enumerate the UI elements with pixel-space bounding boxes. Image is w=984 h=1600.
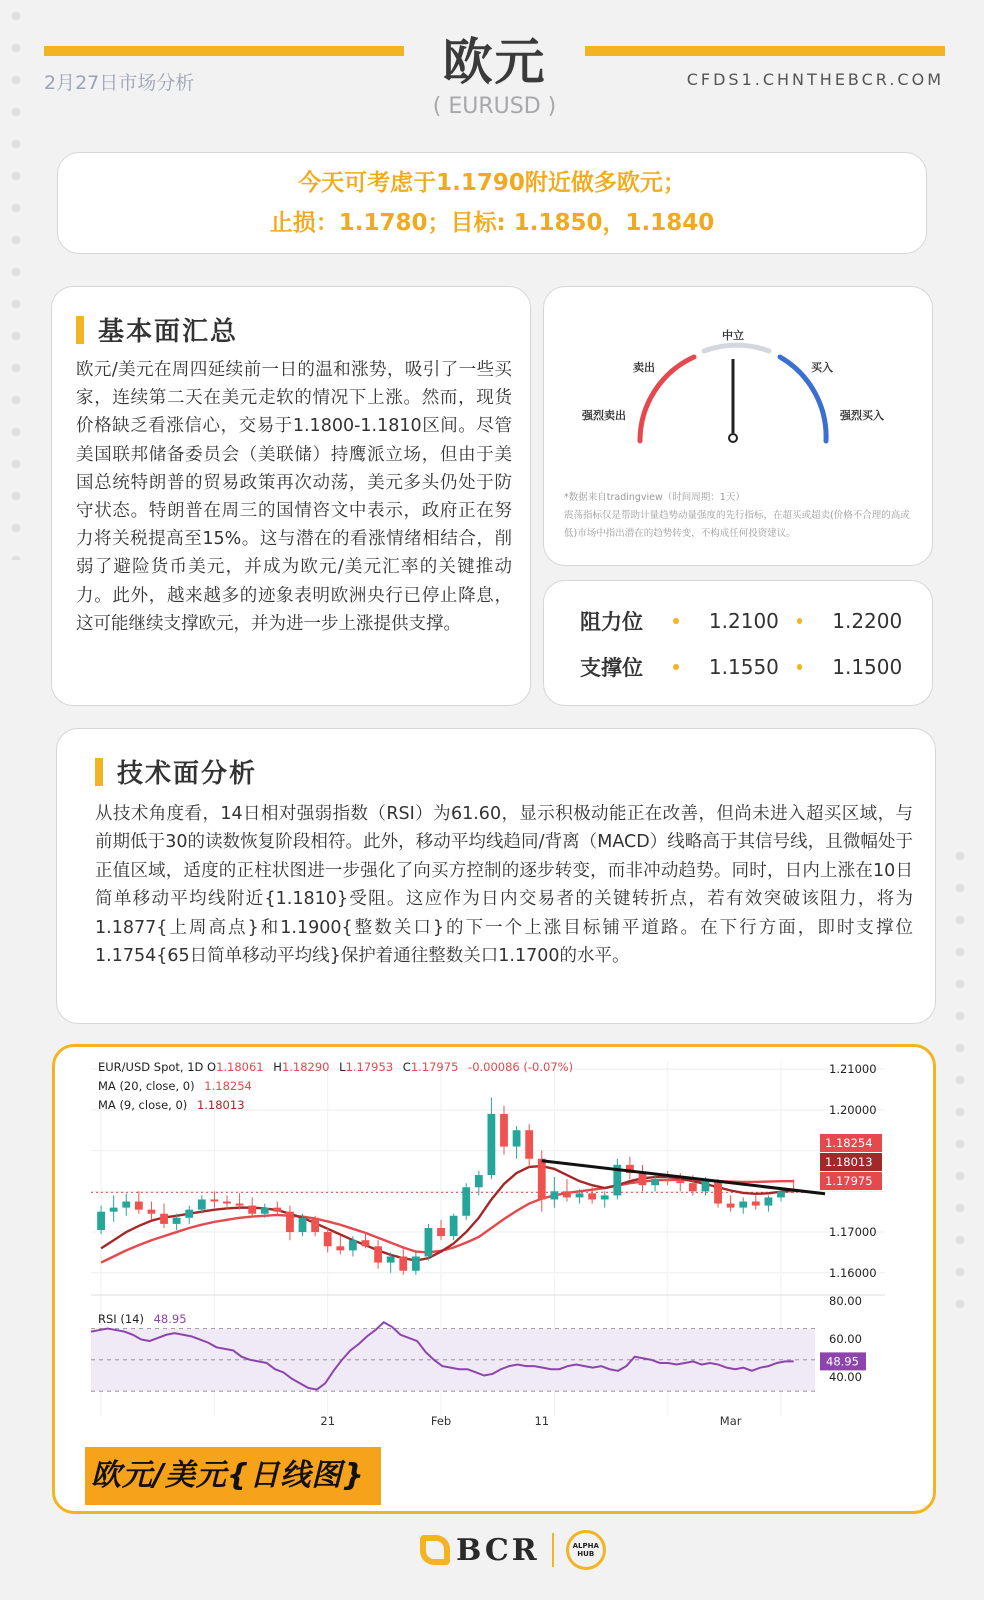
- chart-card: [52, 1044, 936, 1514]
- candle-body: [676, 1181, 684, 1183]
- candle-body: [462, 1187, 470, 1216]
- technical-heading: [95, 753, 913, 790]
- candle-body: [299, 1218, 307, 1232]
- price-chart: [55, 1047, 933, 1511]
- candle-body: [261, 1208, 269, 1214]
- legend-symbol: EUR/USD Spot, 1D: [98, 1060, 204, 1074]
- resistance-trendline: [542, 1161, 825, 1194]
- candle-body: [399, 1256, 407, 1270]
- report-date: 2月27日市场分析: [44, 72, 195, 94]
- price-tick-label: 1.20000: [829, 1102, 877, 1117]
- candle-body: [563, 1191, 571, 1197]
- candle-body: [148, 1210, 156, 1214]
- candle-body: [387, 1256, 395, 1262]
- levels-card: [543, 580, 933, 706]
- candle-body: [374, 1246, 382, 1262]
- technical-card: [56, 728, 936, 1024]
- legend-ma20: MA (20, close, 0) 1.18254: [98, 1079, 252, 1093]
- candle-body: [513, 1130, 521, 1146]
- background-dots-right: [944, 840, 984, 1320]
- candle-body: [273, 1208, 281, 1212]
- heading-marker: [95, 758, 103, 786]
- advice-line-2: 止损：1.1780；目标: 1.1850，1.1840: [269, 210, 715, 236]
- candle-body: [362, 1240, 370, 1246]
- candle-body: [500, 1114, 508, 1147]
- candle-body: [236, 1204, 244, 1206]
- candle-body: [538, 1159, 546, 1200]
- candle-body: [210, 1199, 218, 1201]
- price-tag-label: 1.18254: [825, 1136, 873, 1150]
- support-2: 1.1500: [832, 655, 903, 679]
- candle-body: [576, 1193, 584, 1197]
- gauge-label-strong-sell: 强烈卖出: [582, 409, 626, 422]
- rsi-tick-label: 80.00: [829, 1294, 862, 1308]
- x-axis: [320, 1414, 741, 1428]
- candle-body: [739, 1202, 747, 1208]
- sentiment-gauge-card: [543, 286, 933, 566]
- ma9-layer: [101, 1166, 794, 1260]
- chart-caption: 欧元/美元{日线图}: [85, 1447, 381, 1505]
- price-tick-label: 1.21000: [829, 1062, 877, 1077]
- candle-body: [450, 1216, 458, 1236]
- legend-ma9: MA (9, close, 0) 1.18013: [98, 1098, 245, 1112]
- footer-logo: [420, 1530, 606, 1570]
- candle-body: [588, 1193, 596, 1199]
- rsi-value-label: 48.95: [826, 1354, 859, 1369]
- page-title: 欧元: [442, 33, 547, 91]
- header-bar-right: [585, 46, 945, 56]
- gauge-pivot: [729, 434, 737, 442]
- resistance-1: 1.2100: [708, 609, 779, 633]
- candle-body: [689, 1183, 697, 1191]
- background-dots-left: [0, 0, 40, 560]
- candle-body: [550, 1191, 558, 1199]
- resistance-row: [580, 601, 920, 641]
- ma9-line: [101, 1166, 794, 1260]
- gauge-label-neutral: 中立: [722, 329, 744, 342]
- resistance-label: 阻力位: [580, 610, 643, 634]
- candle-body: [122, 1202, 130, 1208]
- fundamental-card: [51, 286, 531, 706]
- support-1: 1.1550: [708, 655, 779, 679]
- candle-body: [714, 1181, 722, 1203]
- rsi-tick-label: 40.00: [829, 1370, 862, 1384]
- technical-body: 从技术角度看，14日相对强弱指数（RSI）为61.60，显示积极动能正在改善，但尚未进入超买区域，与前期低于30的读数恢复阶段相符。此外，移动平均线趋同/背离（MACD）线略高于其信号线，且微幅处于正值区域，适度的正柱状图进一步强化了向买方控制的逐步转变，而非冲动趋势。同时，日内上涨在10日简单移动平均线附近{1.1810}受阻。这应作为日内交易者的关键转折点，若有效突破该阻力，将为1.1877{上周高点}和1.1900{整数关口}的下一个上涨目标铺平道路。在下行方面，即时支撑位1.1754{65日简单移动平均线}保护着通往整数关口1.1700的水平。: [95, 804, 913, 967]
- fundamental-title: 基本面汇总: [98, 317, 239, 347]
- x-tick-label: Feb: [430, 1414, 452, 1428]
- gauge-label-sell: 卖出: [633, 361, 655, 374]
- candle-body: [601, 1195, 609, 1199]
- heading-marker: [76, 316, 84, 344]
- candle-body: [437, 1228, 445, 1236]
- fundamental-body: 欧元/美元在周四延续前一日的温和涨势，吸引了一些买家，连续第二天在美元走软的情况下上涨。然而，现货价格缺乏看涨信心，交易于1.1800-1.1810区间。尽管美国联邦储备委员会（美联储）持鹰派立场，但由于美国总统特朗普的贸易政策再次动荡，美元多头仍处于防守状态。特朗普在周三的国情咨文中表示，政府正在努力将关税提高至15%。这与潜在的看涨情绪相结合，削弱了避险货币美元，并成为欧元/美元汇率的关键推动力。此外，越来越多的迹象表明欧洲央行已停止降息，这可能继续支撑欧元，并为进一步上涨提供支撑。: [76, 360, 512, 634]
- candle-body: [97, 1212, 105, 1230]
- bcr-logo-icon: [420, 1535, 450, 1565]
- advice-line-1: 今天可考虑于1.1790附近做多欧元；: [298, 170, 686, 196]
- rsi-legend: RSI (14) 48.95: [98, 1312, 187, 1326]
- candle-body: [248, 1206, 256, 1214]
- resistance-2: 1.2200: [832, 609, 903, 633]
- candle-body: [475, 1175, 483, 1187]
- candle-body: [752, 1202, 760, 1206]
- site-url[interactable]: CFDS1.CHNTHEBCR.COM: [686, 70, 944, 89]
- page-subtitle: ( EURUSD ): [432, 94, 557, 119]
- x-tick-label: 11: [534, 1414, 550, 1428]
- x-tick-label: 21: [320, 1414, 336, 1428]
- price-tick-label: 1.17000: [829, 1225, 877, 1240]
- candle-body: [702, 1181, 710, 1191]
- candle-body: [185, 1210, 193, 1218]
- logo-divider: [552, 1533, 554, 1567]
- gauge-note-disclaimer: 震荡指标仅是帮助计量趋势动量强度的先行指标，在超买或超卖(价格不合理的高或低)市场中指出潜在的趋势转变，不构成任何投资建议。: [564, 510, 910, 539]
- candle-body: [286, 1212, 294, 1232]
- gauge-note-source: *数据来自tradingview（时间周期：1天）: [564, 492, 745, 503]
- candle-body: [488, 1114, 496, 1175]
- gauge-label-strong-buy: 强烈买入: [840, 409, 884, 422]
- candle-body: [727, 1204, 735, 1208]
- candle-body: [639, 1173, 647, 1185]
- candle-body: [110, 1208, 118, 1212]
- support-label: 支撑位: [580, 656, 643, 680]
- price-tag-label: 1.17975: [825, 1174, 873, 1188]
- candle-body: [198, 1199, 206, 1209]
- candle-body: [412, 1256, 420, 1270]
- rsi-layer: [91, 1294, 866, 1391]
- support-row: [580, 647, 920, 687]
- gauge-svg: [544, 287, 934, 487]
- candle-body: [349, 1240, 357, 1250]
- candle-body: [223, 1202, 231, 1204]
- candle-body: [651, 1179, 659, 1185]
- gauge-note: [564, 489, 916, 543]
- technical-title: 技术面分析: [117, 759, 258, 789]
- candle-body: [336, 1246, 344, 1250]
- candle-body: [324, 1232, 332, 1246]
- candle-body: [765, 1197, 773, 1205]
- candle-body: [160, 1214, 168, 1224]
- candle-body: [425, 1228, 433, 1257]
- price-tag-label: 1.18013: [825, 1155, 873, 1169]
- price-axis: [820, 1062, 882, 1280]
- price-tick-label: 1.16000: [829, 1265, 877, 1280]
- header-bar-left: [44, 46, 404, 56]
- gauge-label-buy: 买入: [811, 361, 833, 374]
- brand-name: BCR: [456, 1532, 540, 1568]
- trade-advice-card: [57, 152, 927, 254]
- x-tick-label: Mar: [719, 1414, 742, 1428]
- candle-body: [311, 1218, 319, 1232]
- candle-body: [664, 1179, 672, 1181]
- candle-body: [173, 1218, 181, 1224]
- trendline-layer: [542, 1161, 825, 1194]
- fundamental-heading: [76, 311, 512, 348]
- rsi-tick-label: 60.00: [829, 1332, 862, 1346]
- alpha-hub-logo: ALPHA HUB: [566, 1530, 606, 1570]
- candle-body: [135, 1202, 143, 1210]
- gauge-arc-neutral: [704, 345, 769, 351]
- legend-ohlc: O1.18061 H1.18290 L1.17953 C1.17975 -0.00086 (-0.07%): [207, 1060, 574, 1074]
- candle-body: [525, 1130, 533, 1159]
- candle-body: [777, 1191, 785, 1197]
